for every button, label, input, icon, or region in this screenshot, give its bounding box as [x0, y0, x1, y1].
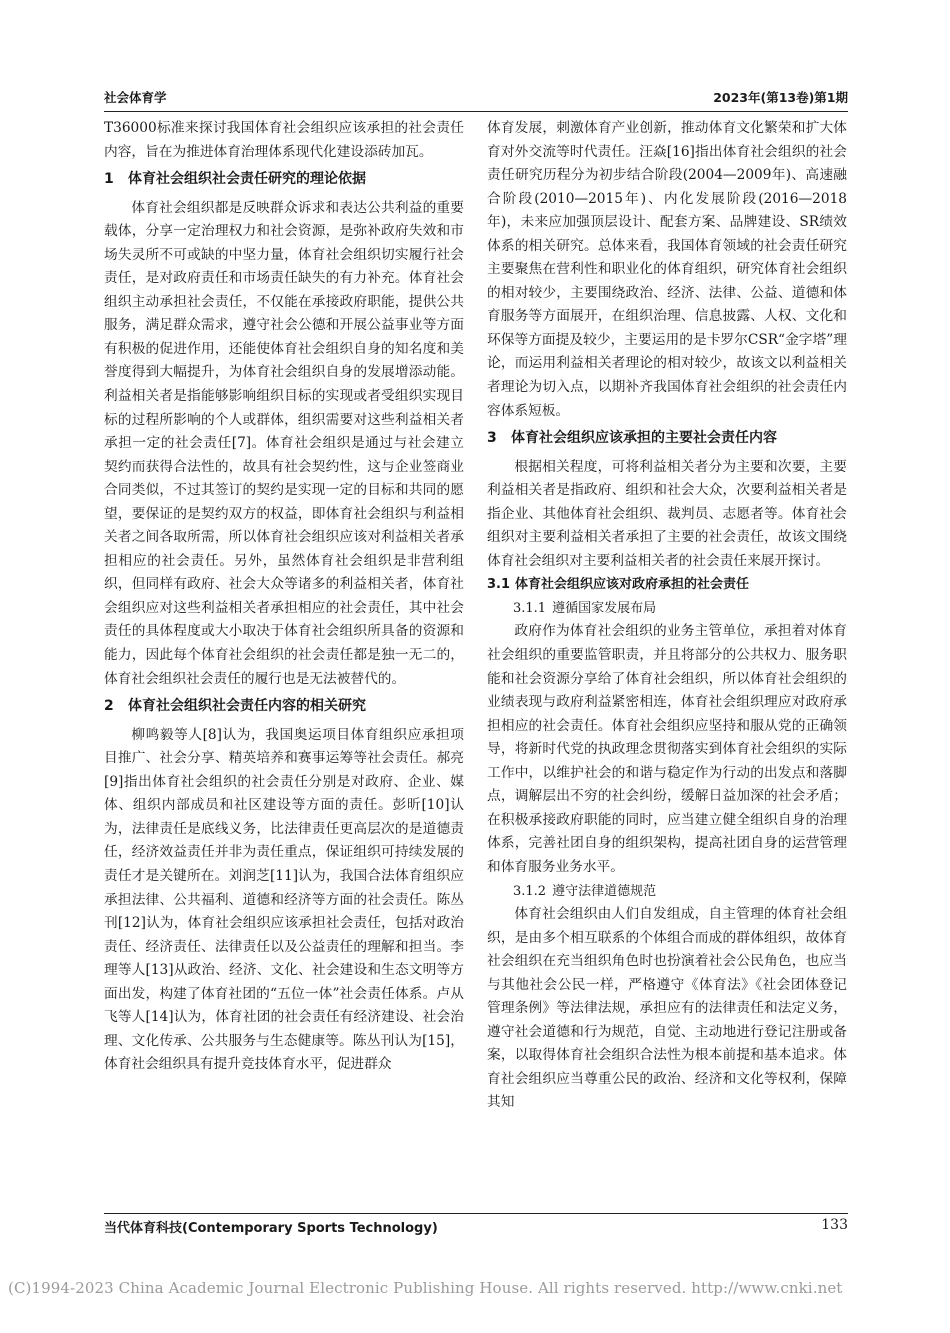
section-2-paragraph: 柳鸣毅等人[8]认为，我国奥运项目体育组织应承担项目推广、社会分享、精英培养和赛事运筹等社会责任。郝亮[9]指出体育社会组织的社会责任分别是对政府、企业、媒体、组织内部成员和社区建设等方面的责任。彭昕[10]认为，法律责任是底线义务，比法律责任更高层次的是道德责任，经济效益责任并非为责任重点，保证组织可持续发展的责任才是关键所在。刘润芝[11]认为，我国合法体育组织应承担法律、公共福利、道德和经济等方面的社会责任。陈丛刊[12]认为，体育社会组织应该承担社会责任，包括对政治责任、经济责任、法律责任以及公益责任的理解和担当。李理等人[13]从政治、经济、文化、社会建设和生态文明等方面出发，构建了体育社团的“五位一体”社会责任体系。卢从飞等人[14]认为，体育社团的社会责任有经济建设、社会治理、文化传承、公共服务与生态健康等。陈丛刊认为[15]，体育社会组织具有提升竞技体育水平，促进群众 — [104, 726, 464, 1073]
page-number: 133 — [821, 1217, 848, 1233]
journal-name: 当代体育科技(Contemporary Sports Technology) — [104, 1221, 438, 1236]
section-3-1-heading — [487, 573, 847, 597]
running-footer — [104, 1217, 848, 1237]
section-number: 3.1.2 — [513, 883, 547, 899]
section-number: 3 — [487, 430, 497, 447]
section-3-1-2-heading — [487, 880, 847, 904]
section-number: 3.1 — [487, 577, 511, 593]
section-title: 体育社会组织应该对政府承担的社会责任 — [515, 577, 750, 593]
section-1-paragraph: 体育社会组织都是反映群众诉求和表达公共利益的重要载体，分享一定治理权力和社会资源，是弥补政府失效和市场失灵所不可或缺的中坚力量，体育社会组织切实履行社会责任，是对政府责任和市场责任缺失的有力补充。体育社会组织主动承担社会责任，不仅能在承接政府职能，提供公共服务，满足群众需求，遵守社会公德和开展公益事业等方面有积极的促进作用，还能使体育社会组织自身的知名度和美誉度得到大幅提升，为体育社会组织自身的发展增添动能。利益相关者是指能够影响组织目标的实现或者受组织实现目标的过程所影响的个人或群体，组织需要对这些利益相关者承担一定的社会责任[7]。体育社会组织是通过与社会建立契约而获得合法性的，故具有社会契约性，这与企业签商业合同类似，不过其签订的契约是实现一定的目标和共同的愿望，要保证的是契约双方的权益，即体育社会组织与利益相关者之间各取所需，所以体育社会组织应该对利益相关者承担相应的社会责任。另外，虽然体育社会组织是非营利组织，但同样有政府、社会大众等诸多的利益相关者，体育社会组织应对这些利益相关者承担相应的社会责任，其中社会责任的具体程度或大小取决于体育社会组织所具备的资源和能力，因此每个体育社会组织的社会责任都是独一无二的，体育社会组织社会责任的履行也是无法被替代的。 — [104, 199, 464, 687]
section-number: 1 — [104, 171, 114, 188]
section-3-1-1-paragraph: 政府作为体育社会组织的业务主管单位，承担着对体育社会组织的重要监管职责，并且将部分的公共权力、服务职能和社会资源分享给了体育社会组织，所以体育社会组织的业绩表现与政府利益紧密相连，体育社会组织理应对政府承担相应的社会责任。体育社会组织应坚持和服从党的正确领导，将新时代党的执政理念贯彻落实到体育社会组织的实际工作中，以维护社会的和谐与稳定作为行动的出发点和落脚点，调解层出不穷的社会纠纷，缓解日益加深的社会矛盾；在积极承接政府职能的同时，应当建立健全组织自身的治理体系，完善社团自身的组织架构，提高社团自身的运营管理和体育服务业务水平。 — [487, 623, 847, 875]
section-title: 遵循国家发展布局 — [552, 600, 657, 616]
header-rule — [104, 111, 848, 112]
section-number: 2 — [104, 698, 114, 715]
section-3-heading — [487, 423, 847, 456]
section-title: 体育社会组织应该承担的主要社会责任内容 — [511, 430, 777, 447]
section-title: 体育社会组织社会责任研究的理论依据 — [128, 171, 366, 188]
continued-paragraph: 体育发展，刺激体育产业创新，推动体育文化繁荣和扩大体育对外交流等时代责任。汪焱[16]指出体育社会组织的社会责任研究历程分为初步结合阶段(2004—2009年)、高速融合阶段(2010—2015年)、内化发展阶段(2016—2018年)，未来应加强顶层设计、配套方案、品牌建设、SR绩效体系的相关研究。总体来看，我国体育领域的社会责任研究主要聚焦在营利性和职业化的体育组织，研究体育社会组织的相对较少，主要围绕政治、经济、法律、公益、道德和体育服务等方面展开，在组织治理、信息披露、人权、文化和环保等方面提及较少，主要运用的是卡罗尔CSR“金字塔”理论，而运用利益相关者理论的相对较少，故该文以利益相关者理论为切入点，以期补齐我国体育社会组织的社会责任内容体系短板。 — [487, 120, 847, 419]
section-title: 体育社会组织社会责任内容的相关研究 — [128, 698, 366, 715]
section-number: 3.1.1 — [513, 600, 547, 616]
footer-rule — [104, 1213, 848, 1214]
section-3-1-1-heading — [487, 597, 847, 621]
section-title: 遵守法律道德规范 — [552, 883, 657, 899]
intro-paragraph: T36000标准来探讨我国体育社会组织应该承担的社会责任内容，旨在为推进体育治理体系现代化建设添砖加瓦。 — [104, 120, 464, 160]
section-2-heading — [104, 691, 464, 724]
left-column — [104, 117, 464, 1077]
journal-section-name: 社会体育学 — [104, 90, 167, 105]
running-header — [104, 88, 848, 108]
copyright-watermark: (C)1994-2023 China Academic Journal Electronic Publishing House. All rights reserved. http://www.cnki.net — [8, 1279, 843, 1297]
section-1-heading — [104, 164, 464, 197]
issue-info: 2023年(第13卷)第1期 — [713, 90, 848, 105]
right-column — [487, 117, 847, 1115]
section-3-1-2-paragraph: 体育社会组织由人们自发组成，自主管理的体育社会组织，是由多个相互联系的个体组合而成的群体组织，故体育社会组织在充当组织角色时也扮演着社会公民角色，也应当与其他社会公民一样，严格遵守《体育法》《社会团体登记管理条例》等法律法规，承担应有的法律责任和法定义务，遵守社会道德和行为规范，自觉、主动地进行登记注册或备案，以取得体育社会组织合法性为根本前提和基本追求。体育社会组织应当尊重公民的政治、经济和文化等权利，保障其知 — [487, 906, 847, 1111]
section-3-paragraph: 根据相关程度，可将利益相关者分为主要和次要，主要利益相关者是指政府、组织和社会大众，次要利益相关者是指企业、其他体育社会组织、裁判员、志愿者等。体育社会组织对主要利益相关者承担了主要的社会责任，故该文围绕体育社会组织对主要利益相关者的社会责任来展开探讨。 — [487, 458, 847, 569]
